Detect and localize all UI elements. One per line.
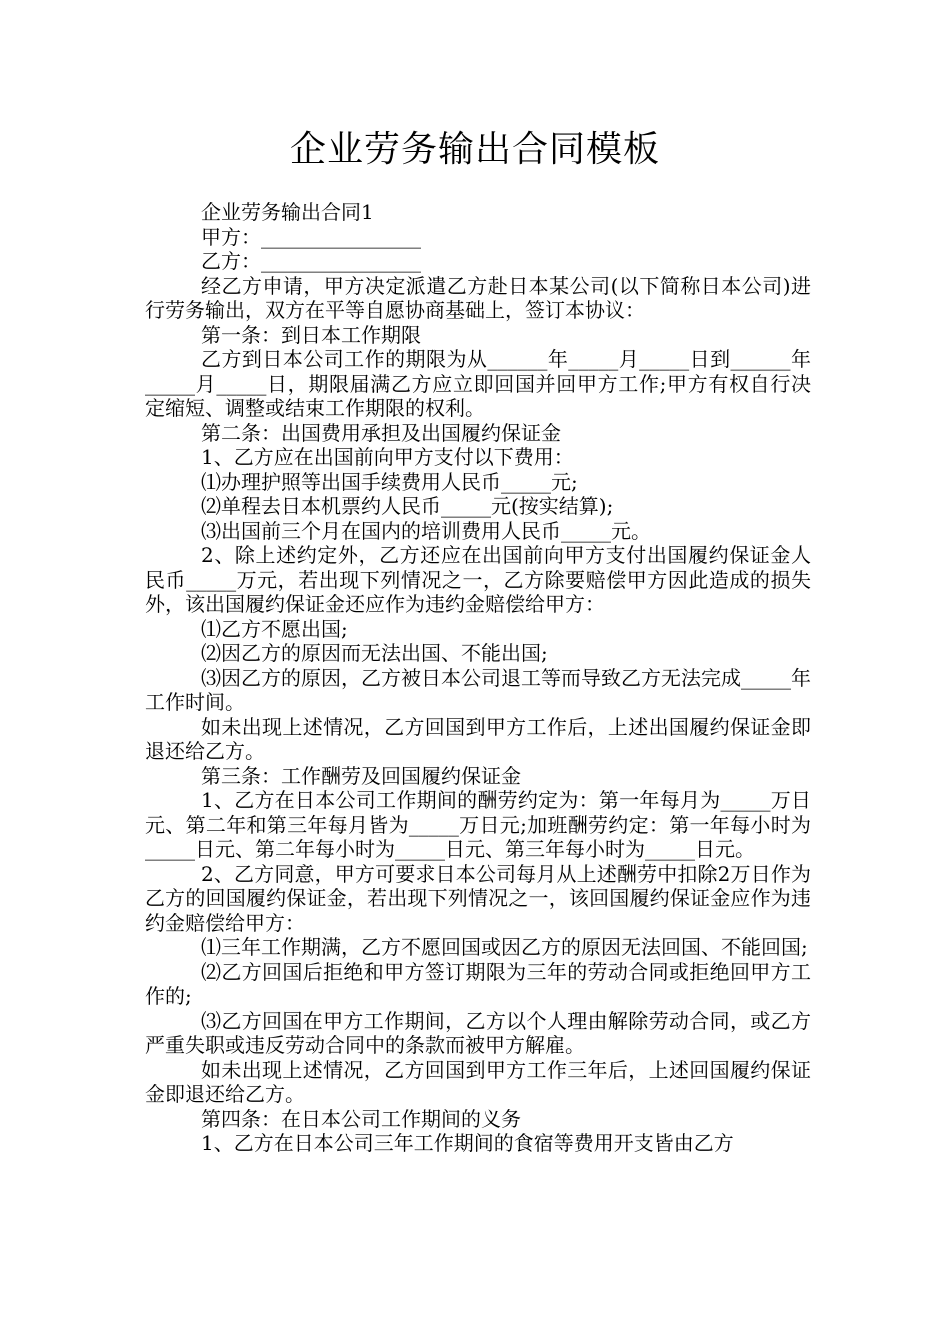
list-item: ⑴三年工作期满，乙方不愿回国或因乙方的原因无法回国、不能回国; (201, 935, 808, 959)
list-item: ⑴乙方不愿出国; (201, 616, 348, 641)
section-heading-4: 第四条：在日本公司工作期间的义务 (201, 1106, 521, 1131)
section-heading-2: 第二条：出国费用承担及出国履约保证金 (201, 420, 561, 445)
document-title: 企业劳务输出合同模板 (289, 129, 660, 170)
list-item: ⑴办理护照等出国手续费用人民币_____元; (201, 469, 578, 494)
paragraph: 1、乙方应在出国前向甲方支付以下费用： (201, 445, 574, 469)
paragraph: 如未出现上述情况，乙方回国到甲方工作后，上述出国履约保证金即退还给乙方。 (145, 714, 811, 763)
list-item: ⑵乙方回国后拒绝和甲方签订期限为三年的劳动合同或拒绝回甲方工作的; (145, 959, 811, 1008)
document-body (145, 200, 811, 1156)
paragraph: 1、乙方在日本公司三年工作期间的食宿等费用开支皆由乙方 (201, 1131, 734, 1155)
paragraph: 如未出现上述情况，乙方回国到甲方工作三年后，上述回国履约保证金即退还给乙方。 (145, 1057, 811, 1106)
list-item: ⑶出国前三个月在国内的培训费用人民币_____元。 (201, 518, 651, 543)
paragraph: 1、乙方在日本公司工作期间的酬劳约定为：第一年每月为_____万日元、第二年和第三年每月皆为_____万日元;加班酬劳约定：第一年每小时为_____日元、第二年每小时为_____日元、第三年每小时为_____日元。 (145, 788, 811, 861)
paragraph-party-a: 甲方：________________ (201, 224, 421, 249)
section-heading-1: 第一条：到日本工作期限 (201, 322, 421, 347)
list-item: ⑵单程去日本机票约人民币_____元(按实结算); (201, 494, 614, 518)
section-heading-3: 第三条：工作酬劳及回国履约保证金 (201, 763, 521, 788)
paragraph-party-b: 乙方：________________ (201, 249, 421, 273)
paragraph: 2、乙方同意，甲方可要求日本公司每月从上述酬劳中扣除2万日作为乙方的回国履约保证金，若出现下列情况之一，该回国履约保证金应作为违约金赔偿给甲方： (145, 861, 811, 935)
paragraph-contract-number: 企业劳务输出合同1 (201, 200, 374, 224)
list-item: ⑶因乙方的原因，乙方被日本公司退工等而导致乙方无法完成_____年工作时间。 (145, 665, 811, 714)
list-item: ⑵因乙方的原因而无法出国、不能出国; (201, 641, 548, 665)
paragraph: 乙方到日本公司工作的期限为从______年_____月_____日到______年_____月_____日，期限届满乙方应立即回国并回甲方工作;甲方有权自行决定缩短、调整或结束工作期限的权利。 (145, 347, 811, 420)
list-item: ⑶乙方回国在甲方工作期间，乙方以个人理由解除劳动合同，或乙方严重失职或违反劳动合同中的条款而被甲方解雇。 (145, 1008, 811, 1057)
paragraph: 2、除上述约定外，乙方还应在出国前向甲方支付出国履约保证金人民币_____万元，若出现下列情况之一，乙方除要赔偿甲方因此造成的损失外，该出国履约保证金还应作为违约金赔偿给甲方： (145, 543, 811, 616)
paragraph-preamble: 经乙方申请，甲方决定派遣乙方赴日本某公司(以下简称日本公司)进行劳务输出，双方在平等自愿协商基础上，签订本协议： (145, 273, 811, 322)
